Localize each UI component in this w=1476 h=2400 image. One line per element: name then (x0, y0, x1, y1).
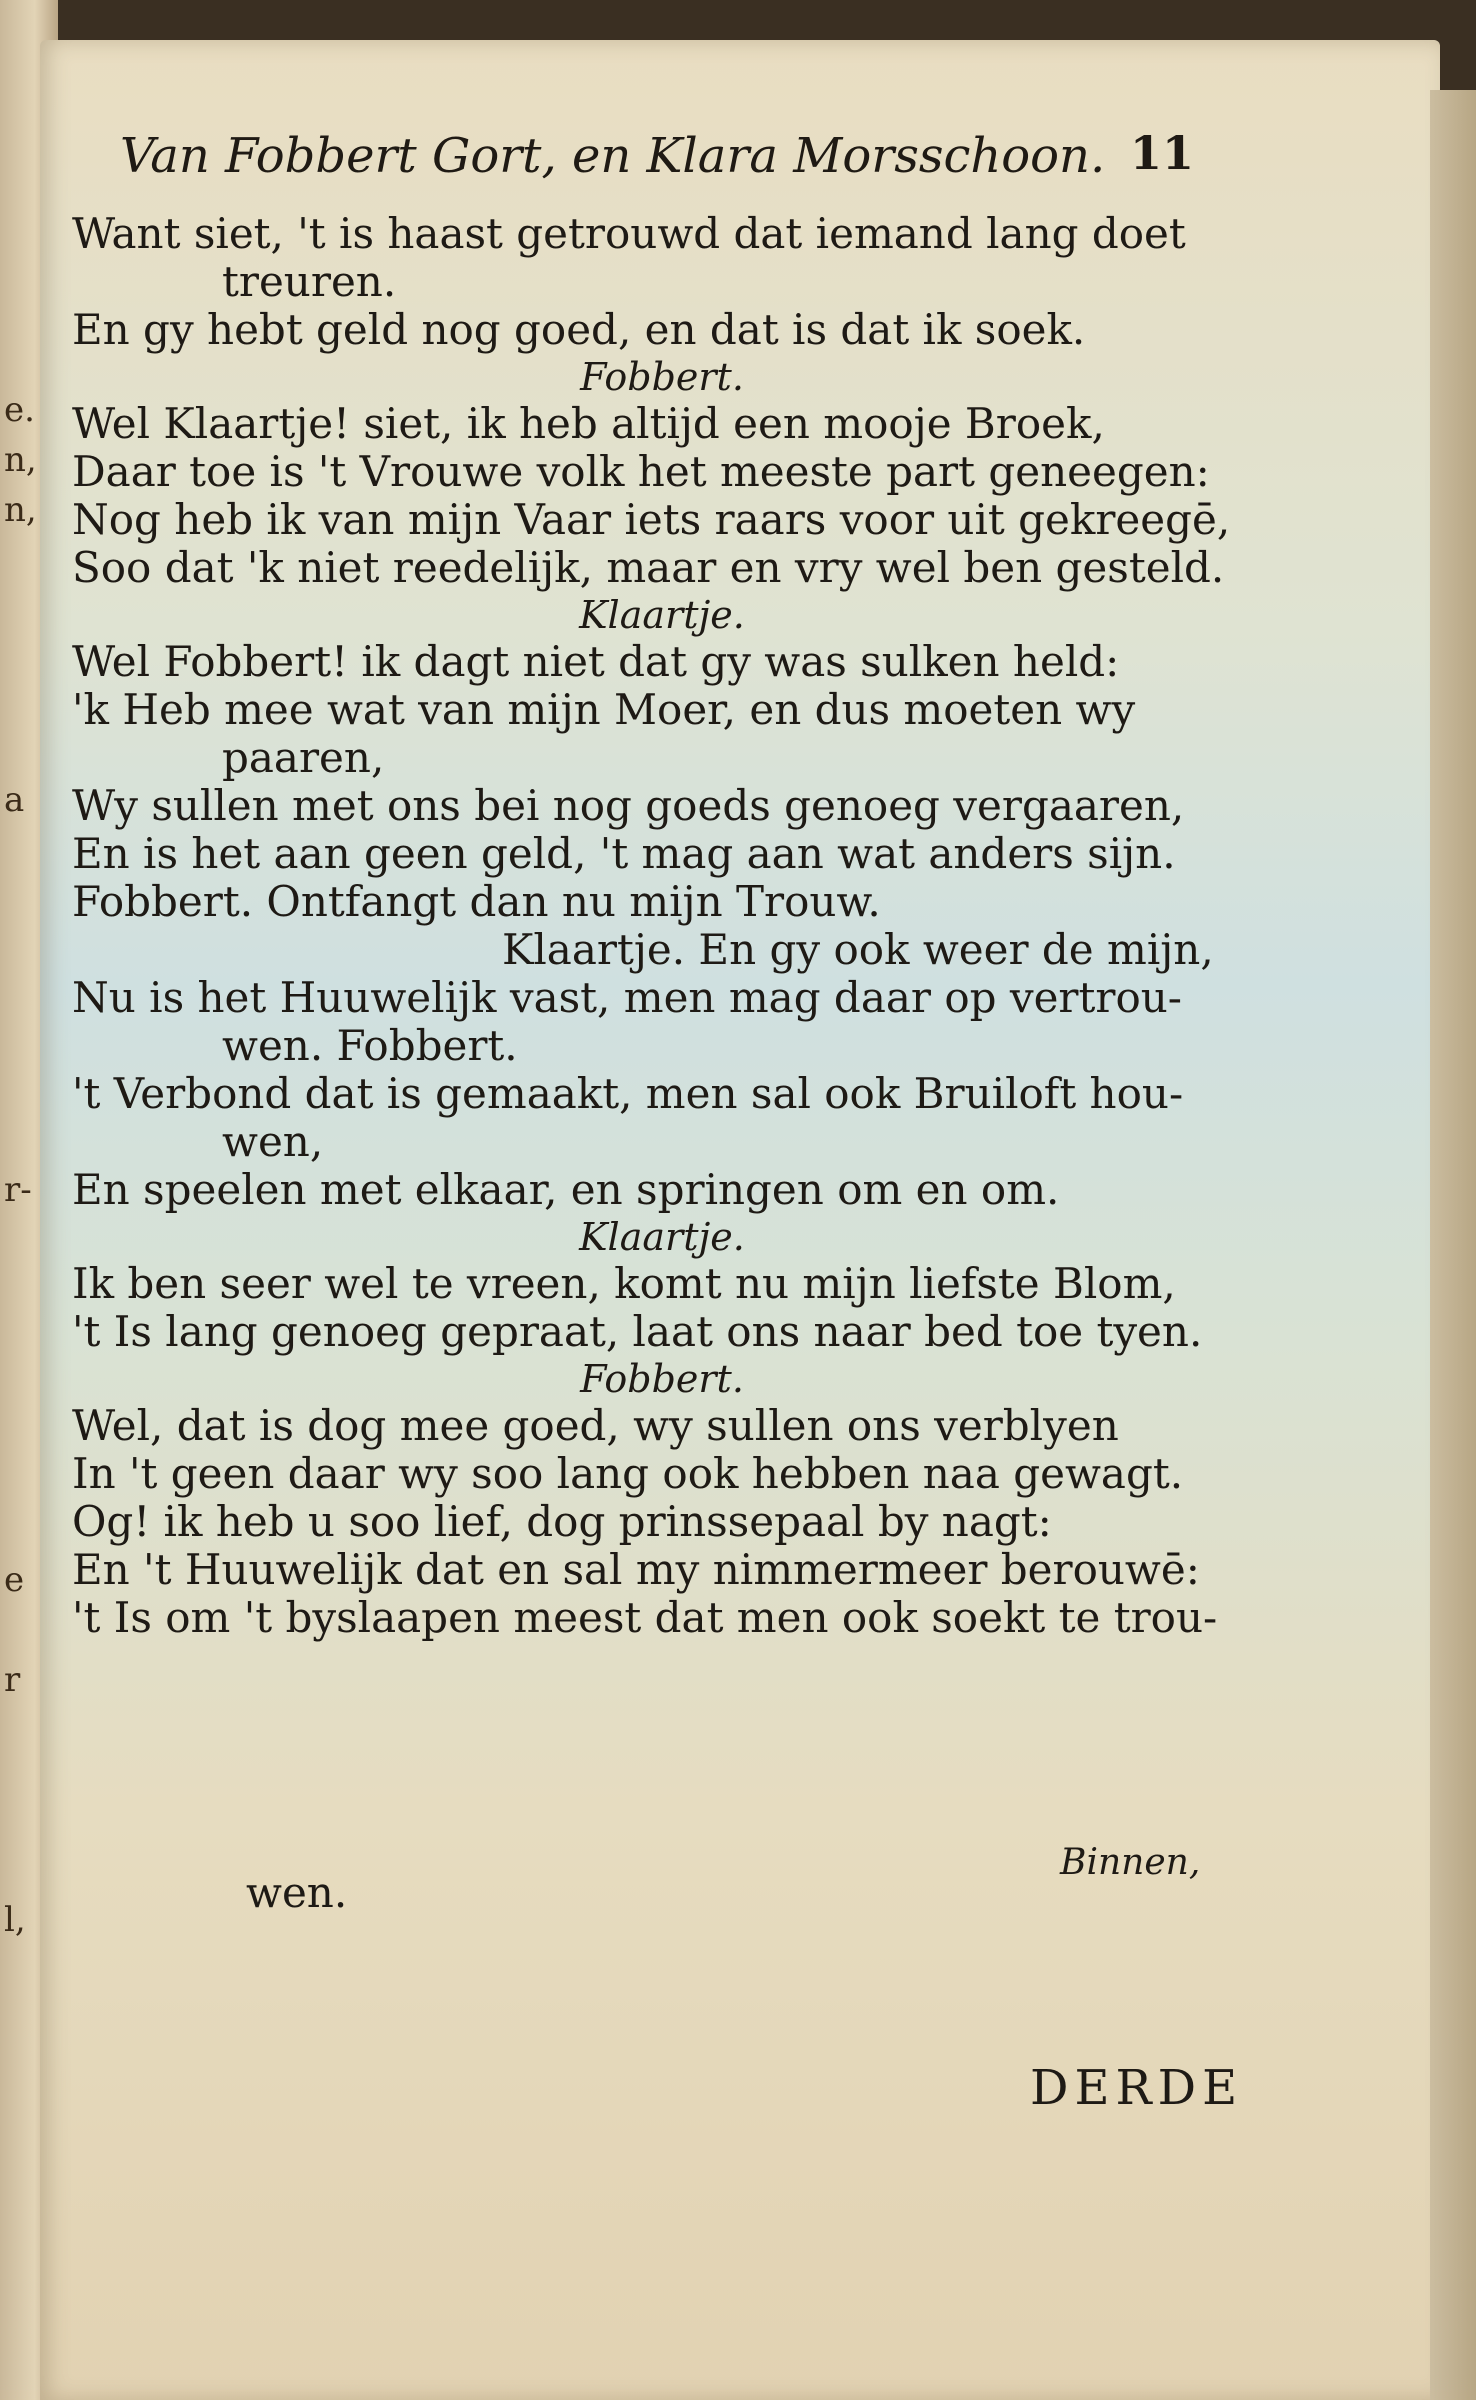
verse-line: En 't Huuwelijk dat en sal my nimmermeer berouwē: (72, 1545, 1200, 1594)
signature-mark: DERDE (1030, 2060, 1244, 2116)
verse-line: Wel Klaartje! siet, ik heb altijd een mooje Broek, (72, 399, 1105, 448)
left-fragment: r- (4, 1170, 32, 1210)
speaker-name: Fobbert. (580, 355, 744, 399)
left-fragment: n, (4, 440, 37, 480)
verse-line: Wy sullen met ons bei nog goeds genoeg vergaaren, (72, 781, 1185, 830)
left-fragment: r (4, 1660, 21, 1700)
verse-line: wen, (222, 1117, 324, 1166)
verse-line: Klaartje. En gy ook weer de mijn, (502, 925, 1214, 974)
verse-line: En speelen met elkaar, en springen om en om. (72, 1165, 1060, 1214)
verse-line: Og! ik heb u soo lief, dog prinssepaal by nagt: (72, 1497, 1052, 1546)
verse-line: In 't geen daar wy soo lang ook hebben naa gewagt. (72, 1449, 1184, 1498)
verse-line: Ik ben seer wel te vreen, komt nu mijn liefste Blom, (72, 1259, 1176, 1308)
verse-line: En gy hebt geld nog goed, en dat is dat ik soek. (72, 305, 1086, 354)
verse-line: Soo dat 'k niet reedelijk, maar en vry wel ben gesteld. (72, 543, 1225, 592)
verse-line: Wel Fobbert! ik dagt niet dat gy was sulken held: (72, 637, 1120, 686)
verse-line: 't Is lang genoeg gepraat, laat ons naar bed toe tyen. (72, 1307, 1203, 1356)
verse-line: Daar toe is 't Vrouwe volk het meeste part geneegen: (72, 447, 1210, 496)
speaker-name: Klaartje. (579, 593, 745, 637)
verse-line: paaren, (222, 733, 385, 782)
verse-line: wen. (246, 1868, 348, 1917)
next-page-edge (1430, 90, 1476, 2400)
running-head: Van Fobbert Gort, en Klara Morsschoon. (120, 128, 1106, 184)
verse-line: En is het aan geen geld, 't mag aan wat anders sijn. (72, 829, 1176, 878)
verse-line: Nog heb ik van mijn Vaar iets raars voor uit gekreegē, (72, 495, 1231, 544)
left-fragment: n, (4, 490, 37, 530)
verse-line: 't Is om 't byslaapen meest dat men ook soekt te trou- (72, 1593, 1218, 1642)
left-fragment: e. (4, 390, 35, 430)
verse-line: 'k Heb mee wat van mijn Moer, en dus moeten wy (72, 685, 1136, 734)
speaker-name: Fobbert. (580, 1357, 744, 1401)
verse-line: Nu is het Huuwelijk vast, men mag daar op vertrou- (72, 973, 1182, 1022)
left-fragment: l, (4, 1900, 26, 1940)
page-number: 11 (1130, 126, 1195, 180)
verse-line: 't Verbond dat is gemaakt, men sal ook Bruiloft hou- (72, 1069, 1184, 1118)
left-fragment: a (4, 780, 25, 820)
verse-line: Want siet, 't is haast getrouwd dat iemand lang doet (72, 209, 1186, 258)
verse-line: Fobbert. Ontfangt dan nu mijn Trouw. (72, 877, 881, 926)
left-fragment: e (4, 1560, 25, 1600)
verse-line: treuren. (222, 257, 397, 306)
speaker-name: Klaartje. (579, 1215, 745, 1259)
catchword: Binnen, (1060, 1842, 1201, 1883)
verse-text (72, 210, 1252, 1642)
verse-line: Wel, dat is dog mee goed, wy sullen ons verblyen (72, 1401, 1119, 1450)
verse-line: wen. Fobbert. (222, 1021, 518, 1070)
